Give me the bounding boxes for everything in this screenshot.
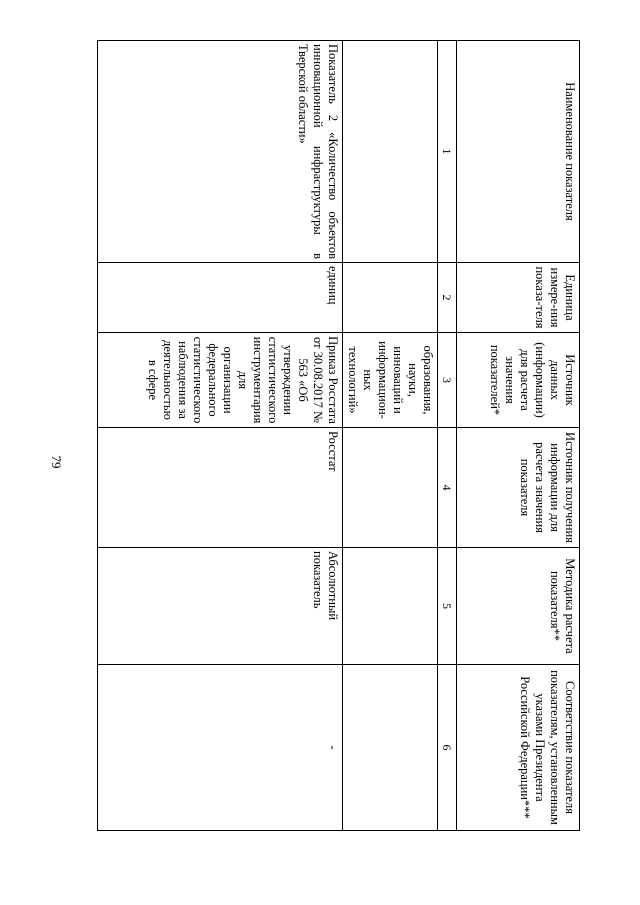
- header-row: [457, 41, 580, 831]
- column-number-row: [437, 41, 456, 831]
- header-name: Наименование показателя: [457, 41, 580, 263]
- column-number: 1: [437, 41, 456, 263]
- cell-compliance: -: [97, 665, 342, 831]
- cell-empty: [342, 428, 437, 548]
- cell-info-source: Росстат: [97, 428, 342, 548]
- column-number: 4: [437, 428, 456, 548]
- cell-empty: [342, 548, 437, 665]
- cell-data-source-continued: образования, науки, инноваций и информацион-ных технологий»: [342, 333, 437, 428]
- header-method: Методика расчета показателя**: [457, 548, 580, 665]
- column-number: 6: [437, 665, 456, 831]
- indicators-table: [97, 40, 580, 831]
- cell-method: Абсолютный показатель: [97, 548, 342, 665]
- header-compliance: Соответствие показателя показателям, установленным указами Президента Российской Федерации***: [457, 665, 580, 831]
- column-number: 5: [437, 548, 456, 665]
- header-info-source: Источник получения информации для расчета значения показателя: [457, 428, 580, 548]
- cell-data-source: Приказ Росстата от 30.08.2017 № 563 «Об утверждении статистического инструментария для организации федерального статистического наблюдения за деятельностью в сфере: [97, 333, 342, 428]
- header-data-source: Источник данных (информации) для расчета значения показателей*: [457, 333, 580, 428]
- cell-indicator-name: Показатель 2 «Количество объектов инновационной инфраструктуры в Тверской области»: [97, 41, 342, 263]
- table-row: [97, 41, 342, 831]
- cell-unit: единиц: [97, 263, 342, 333]
- continuation-row: [342, 41, 437, 831]
- header-unit: Единица измере-ния показа-теля: [457, 263, 580, 333]
- cell-empty: [342, 263, 437, 333]
- column-number: 2: [437, 263, 456, 333]
- rotated-page: [95, 40, 580, 830]
- column-number: 3: [437, 333, 456, 428]
- cell-empty: [342, 665, 437, 831]
- cell-empty: [342, 41, 437, 263]
- page-number: 79: [49, 455, 64, 469]
